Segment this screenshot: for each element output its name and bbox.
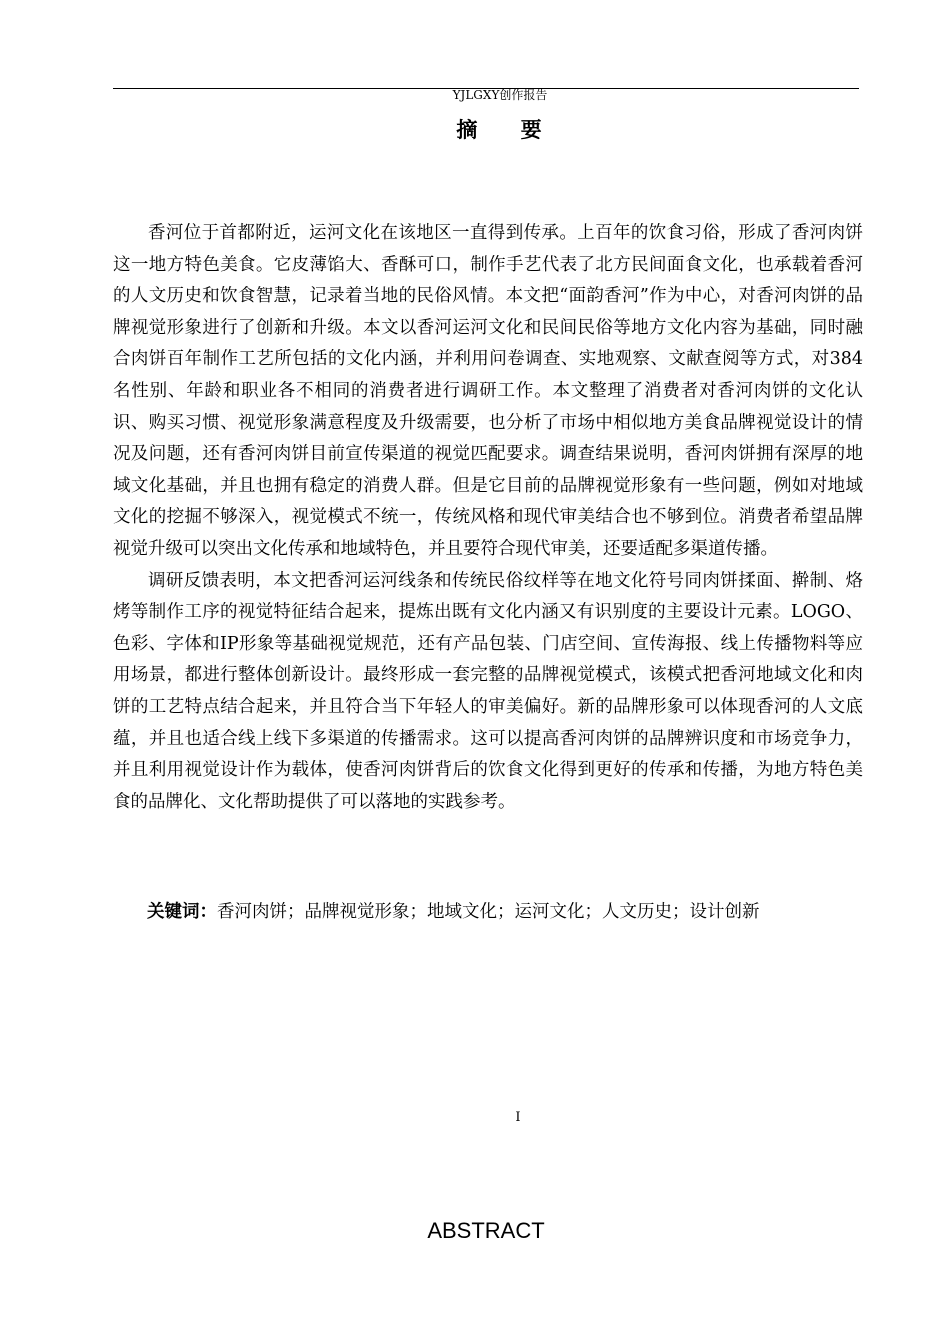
abstract-paragraph-2: 调研反馈表明，本文把香河运河线条和传统民俗纹样等在地文化符号同肉饼揉面、擀制、烙烤等制作工序的视觉特征结合起来，提炼出既有文化内涵又有识别度的主要设计元素。LOGO、色彩、字体和IP形象等基础视觉规范，还有产品包装、门店空间、宣传海报、线上传播物料等应用场景，都进行整体创新设计。最终形成一套完整的品牌视觉模式，该模式把香河地域文化和肉饼的工艺特点结合起来，并且符合当下年轻人的审美偏好。新的品牌形象可以体现香河的人文底蕴，并且也适合线上线下多渠道的传播需求。这可以提高香河肉饼的品牌辨识度和市场竞争力，并且利用视觉设计作为载体，使香河肉饼背后的饮食文化得到更好的传承和传播，为地方特色美食的品牌化、文化帮助提供了可以落地的实践参考。 xyxy=(113,570,863,812)
page-number: I xyxy=(515,1110,521,1125)
abstract-body xyxy=(113,218,863,818)
page-title: 摘 要 xyxy=(456,117,560,142)
keywords-terms: 香河肉饼；品牌视觉形象；地域文化；运河文化；人文历史；设计创新 xyxy=(217,902,760,922)
abstract-heading: ABSTRACT xyxy=(427,1218,545,1243)
header-divider xyxy=(113,88,859,89)
keywords-label: 关键词： xyxy=(147,902,217,922)
running-header: YJLGXY创作报告 xyxy=(452,88,548,102)
keywords-line xyxy=(147,898,760,926)
abstract-paragraph-1: 香河位于首都附近，运河文化在该地区一直得到传承。上百年的饮食习俗，形成了香河肉饼这一地方特色美食。它皮薄馅大、香酥可口，制作手艺代表了北方民间面食文化，也承载着香河的人文历史和饮食智慧，记录着当地的民俗风情。本文把“面韵香河”作为中心，对香河肉饼的品牌视觉形象进行了创新和升级。本文以香河运河文化和民间民俗等地方文化内容为基础，同时融合肉饼百年制作工艺所包括的文化内涵，并利用问卷调查、实地观察、文献查阅等方式，对384名性别、年龄和职业各不相同的消费者进行调研工作。本文整理了消费者对香河肉饼的文化认识、购买习惯、视觉形象满意程度及升级需要，也分析了市场中相似地方美食品牌视觉设计的情况及问题，还有香河肉饼目前宣传渠道的视觉匹配要求。调查结果说明，香河肉饼拥有深厚的地域文化基础，并且也拥有稳定的消费人群。但是它目前的品牌视觉形象有一些问题，例如对地域文化的挖掘不够深入，视觉模式不统一，传统风格和现代审美结合也不够到位。消费者希望品牌视觉升级可以突出文化传承和地域特色，并且要符合现代审美，还要适配多渠道传播。 xyxy=(113,223,863,559)
